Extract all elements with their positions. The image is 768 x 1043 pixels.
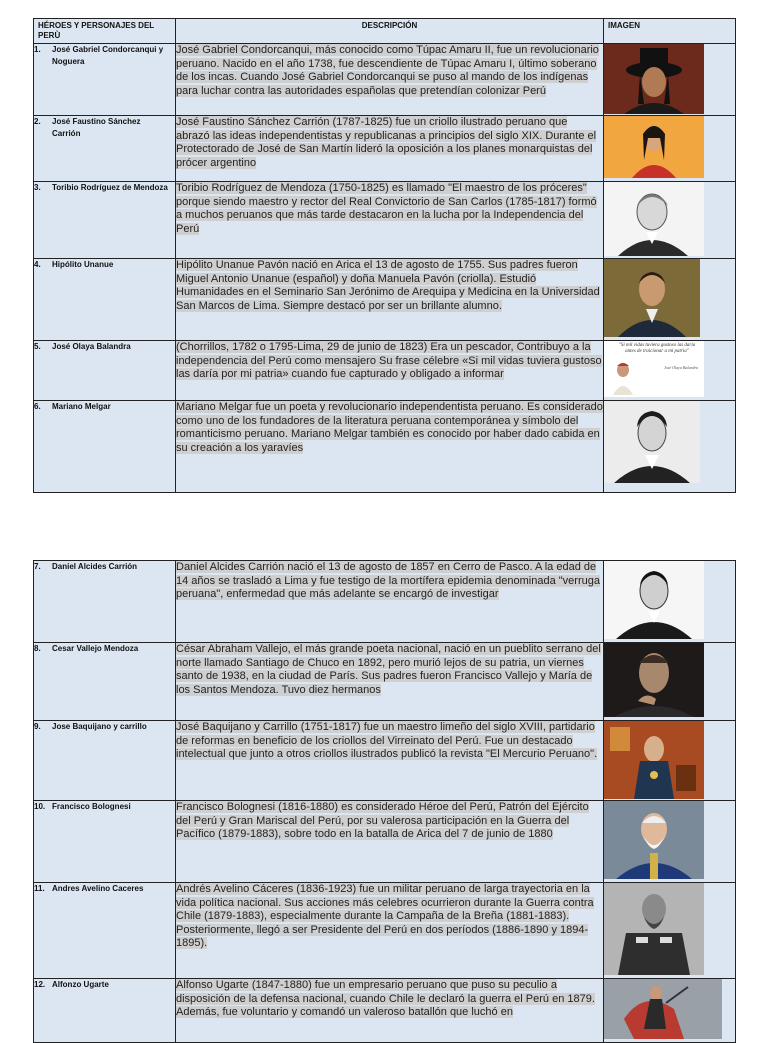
table-row <box>34 721 736 801</box>
hero-name: Alfonzo Ugarte <box>52 980 109 989</box>
quote-card <box>604 341 704 397</box>
portrait-carrion <box>604 561 704 639</box>
quote-author: José Olaya Balandra <box>664 365 698 370</box>
hero-name: Andres Avelino Caceres <box>52 884 144 893</box>
hero-description: César Abraham Vallejo, el más grande poeta nacional, nació en un pueblito serrano del norte llamado Santiago de Chuco en 1892, pero murió lejos de su patria, un viernes santo de 1938, en la ciudad de París. Sus padres fueron Francisco Vallejo y María de los Santos Mendoza. Tuvo diez hermanos <box>176 643 601 696</box>
header-image: IMAGEN <box>604 19 736 44</box>
row-number: 11. <box>34 884 45 893</box>
hero-name: Francisco Bolognesi <box>52 802 131 811</box>
hero-description: (Chorrillos, 1782 o 1795-Lima, 29 de junio de 1823) Era un pescador, Contribuyo a la independencia del Perú como mensajero Su frase célebre «Si mil vidas tuviera gustoso las daría por mi patria» cuando fue capturado y obligado a informar <box>176 341 602 380</box>
hero-name: Hipólito Unanue <box>52 260 114 269</box>
hero-description: Toribio Rodríguez de Mendoza (1750-1825) es llamado "El maestro de los próceres" porque siendo maestro y rector del Real Convictorio de San Carlos (1785-1817) formó a muchos peruanos que más tarde destacaron en la lucha por la Independencia del Perú <box>176 182 597 235</box>
header-description: DESCRIPCIÓN <box>176 19 604 44</box>
row-number: 5. <box>34 342 41 351</box>
row-number: 3. <box>34 183 41 192</box>
row-number: 8. <box>34 644 41 653</box>
row-number: 9. <box>34 722 41 731</box>
hero-description: Andrés Avelino Cáceres (1836-1923) fue un militar peruano de larga trayectoria en la vida política nacional. Sus acciones más celebres ocurrieron durante la Guerra contra Chile (1879-1883), especialmente durante la Campaña de la Breña (1881-1883). Posteriormente, llegó a ser Presidente del Perú en dos períodos (1886-1890 y 1894-1895). <box>176 883 594 949</box>
row-number: 10. <box>34 802 46 811</box>
hero-name: Cesar Vallejo Mendoza <box>52 644 139 653</box>
hero-description: Mariano Melgar fue un poeta y revolucionario independentista peruano. Es considerado como uno de los fundadores de la literatura peruana contemporánea y símbolo del romanticismo peruano. Mariano Melgar también es conocido por haber dado cabida en su creación a los yaravíes <box>176 401 603 454</box>
row-number: 12. <box>34 980 46 989</box>
olaya-figure-icon <box>612 361 634 395</box>
hero-description: José Gabriel Condorcanqui, más conocido como Túpac Amaru II, fue un revolucionario peruano. Nacido en el año 1738, fue descendiente de Túpac Amaru I, último soberano de los incas. Cuando José Gabriel Condorcanqui se puso al mando de los indígenas para luchar contra las autoridades españolas que pretendían colonizar Perú <box>176 44 599 97</box>
row-number: 4. <box>34 260 41 269</box>
portrait-engraving <box>604 182 704 256</box>
hero-description: José Baquijano y Carrillo (1751-1817) fue un maestro limeño del siglo XVIII, partidario de reformas en beneficio de los criollos del Virreinato del Perú. Fue un destacado intelectual que junto a otros criollos ilustrados publicó la revista "El Mercurio Peruano". <box>176 721 598 760</box>
table-row <box>34 801 736 883</box>
portrait-vallejo <box>604 643 704 717</box>
portrait-tupac-amaru <box>604 44 704 114</box>
header-row <box>34 19 736 44</box>
hero-description: Hipólito Unanue Pavón nació en Arica el 13 de agosto de 1755. Sus padres fueron Miguel Antonio Unanue (español) y doña Manuela Pavón (criolla). Estudió Humanidades en el Seminario San Jerónimo de Arequipa y Medicina en la Universidad San Marcos de Lima. Siempre destacó por ser un brillante alumno. <box>176 259 600 312</box>
hero-description: José Faustino Sánchez Carrión (1787-1825) fue un criollo ilustrado peruano que abrazó las ideas independentistas y republicanas a principios del siglo XIX. Durante el Protectorado de José de San Martín lideró la oposición a los planes monarquistas del prócer argentino <box>176 116 597 169</box>
portrait-ugarte <box>604 979 722 1039</box>
table-row <box>34 561 736 643</box>
table-row <box>34 401 736 493</box>
hero-name: Mariano Melgar <box>52 402 111 411</box>
portrait-melgar <box>604 401 700 483</box>
table-row <box>34 883 736 979</box>
table-row <box>34 259 736 341</box>
row-number: 6. <box>34 402 41 411</box>
portrait-caceres <box>604 883 704 975</box>
portrait-bolognesi <box>604 801 704 879</box>
heroes-table-2 <box>33 560 736 1043</box>
table-row <box>34 182 736 259</box>
hero-description: Daniel Alcides Carrión nació el 13 de agosto de 1857 en Cerro de Pasco. A la edad de 14 años se trasladó a Lima y fue testigo de la mortífera epidemia denominada "verruga peruana", enfermedad que más adelante se encargó de investigar <box>176 561 600 600</box>
row-number: 1. <box>34 45 41 54</box>
heroes-table-1 <box>33 18 736 493</box>
table-row <box>34 643 736 721</box>
hero-name: José Olaya Balandra <box>52 342 131 351</box>
header-heroes: HÉROES Y PERSONAJES DEL PERÙ <box>34 19 176 44</box>
portrait-painting <box>604 259 700 337</box>
table-row <box>34 116 736 182</box>
row-number: 7. <box>34 562 41 571</box>
hero-description: Alfonso Ugarte (1847-1880) fue un empresario peruano que puso su peculio a disposición de la defensa nacional, cuando Chile le declaró la guerra el Perú en 1879. Además, fue voluntario y comandó un valeroso batallón que luchó en <box>176 979 595 1018</box>
table-row <box>34 979 736 1043</box>
row-number: 2. <box>34 117 41 126</box>
hero-name: Toribio Rodríguez de Mendoza <box>52 183 168 192</box>
hero-name: Jose Baquijano y carrillo <box>52 722 147 731</box>
hero-name: Daniel Alcides Carrión <box>52 562 138 571</box>
hero-description: Francisco Bolognesi (1816-1880) es considerado Héroe del Perú, Patrón del Ejército del Perú y Gran Mariscal del Perú, por su valerosa participación en la Guerra del Pacífico (1879-1883), sobre todo en la batalla de Arica del 7 de junio de 1880 <box>176 801 589 840</box>
portrait-baquijano <box>604 721 704 799</box>
hero-name: José Gabriel Condorcanqui y Noguera <box>52 45 164 66</box>
quote-text: "Si mil vidas tuviera gustoso las daría antes de traicionar a mi patria" <box>618 343 696 354</box>
table-row <box>34 341 736 401</box>
table-row <box>34 44 736 116</box>
portrait-illustration <box>604 116 704 178</box>
hero-name: José Faustino Sánchez Carrión <box>52 117 141 138</box>
